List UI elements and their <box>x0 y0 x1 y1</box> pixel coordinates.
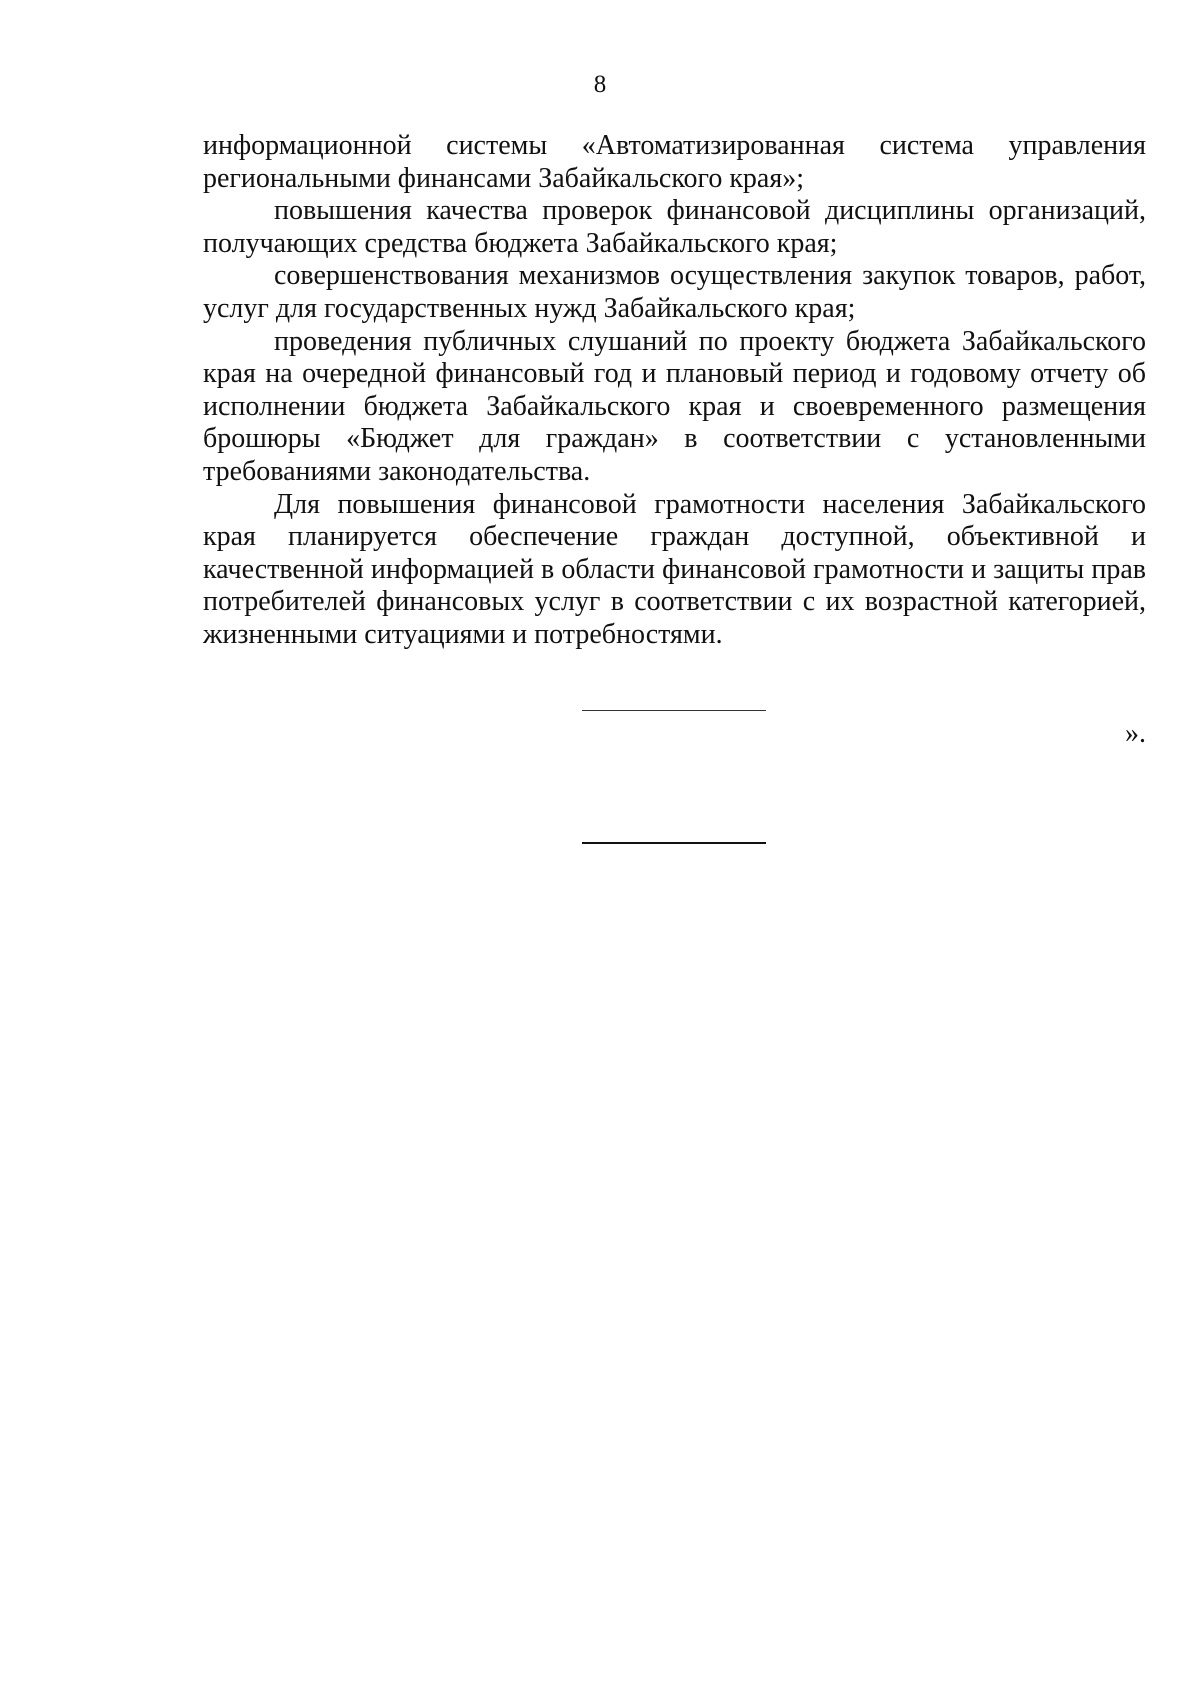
paragraph-continuation: информационной системы «Автоматизированная система управления региональными финансами Забайкальского края»; <box>203 130 1146 194</box>
separator-line <box>582 710 766 711</box>
closing-quote-mark: ». <box>1125 718 1146 749</box>
document-body <box>203 130 1146 652</box>
paragraph-public-hearings: проведения публичных слушаний по проекту бюджета Забайкальского края на очередной финансовый год и плановый период и годовому отчету об исполнении бюджета Забайкальского края и своевременного размещения брошюры «Бюджет для граждан» в соответствии с установленными требованиями законодательства. <box>203 325 1146 487</box>
paragraph-financial-literacy: Для повышения финансовой грамотности населения Забайкальского края планируется обеспечение граждан доступной, объективной и качественной информацией в области финансовой грамотности и защиты прав потребителей финансовых услуг в соответствии с их возрастной категорией, жизненными ситуациями и потребностями. <box>203 488 1146 650</box>
paragraph-financial-discipline: повышения качества проверок финансовой дисциплины организаций, получающих средства бюджета Забайкальского края; <box>203 195 1146 259</box>
end-separator-line <box>582 842 766 844</box>
paragraph-procurement: совершенствования механизмов осуществления закупок товаров, работ, услуг для государственных нужд Забайкальского края; <box>203 260 1146 324</box>
page-number: 8 <box>593 71 607 98</box>
